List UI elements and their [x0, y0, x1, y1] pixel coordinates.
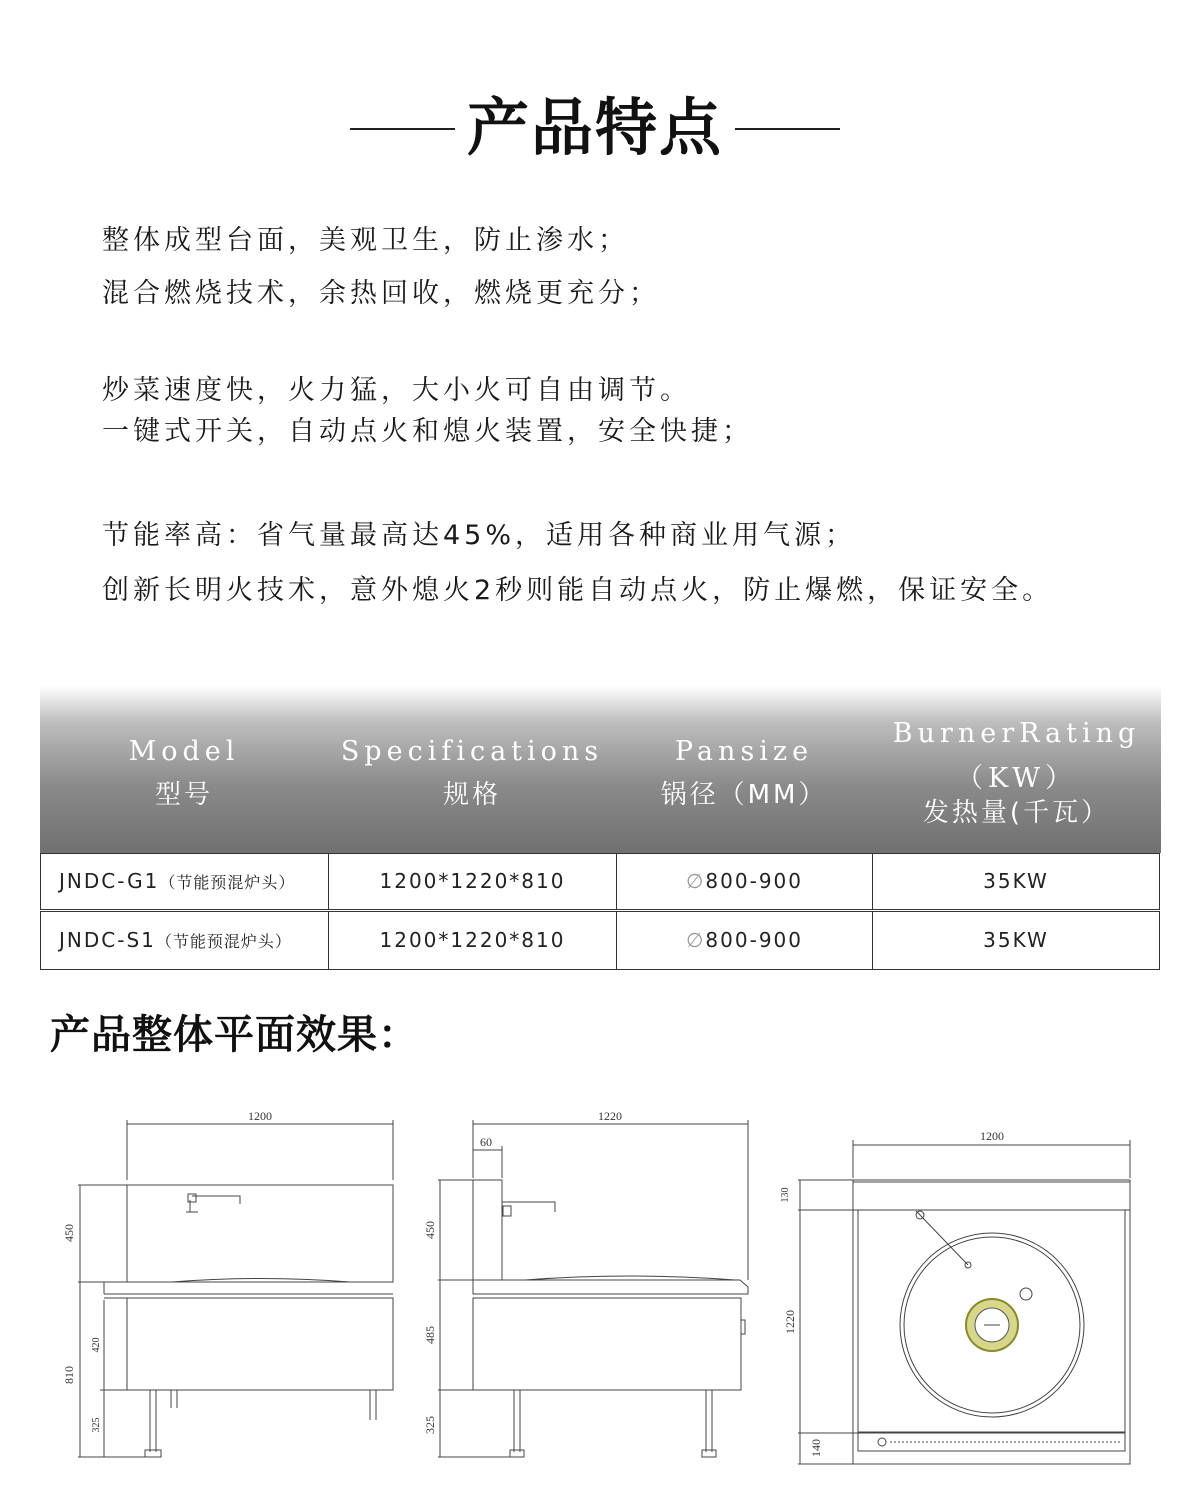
- header-model: [40, 686, 328, 853]
- page-title: 产品特点: [466, 91, 723, 164]
- top-width-label: 1200: [980, 1129, 1004, 1143]
- feature-line-4: 一键式开关，自动点火和熄火装置，安全快捷；: [102, 416, 753, 447]
- front-view-drawing: [78, 1120, 393, 1457]
- heading-divider-right: [735, 128, 840, 130]
- row-model-note: （节能预混炉头）: [159, 873, 296, 892]
- side-mid-label: 485: [423, 1326, 437, 1344]
- feature-heading: [0, 88, 1200, 168]
- front-leg-label: 325: [91, 1417, 102, 1433]
- section-title: 产品整体平面效果：: [50, 1011, 419, 1058]
- feature-line-6: 创新长明火技术，意外熄火2秒则能自动点火，防止爆燃，保证安全。: [102, 575, 1054, 606]
- row-model-note: （节能预混炉头）: [155, 932, 292, 951]
- front-width-label: 1200: [248, 1109, 272, 1123]
- side-view-drawing: [438, 1120, 748, 1457]
- header-pansize: [616, 686, 872, 853]
- feature-line-3: 炒菜速度快，火力猛，大小火可自由调节。: [102, 375, 691, 406]
- header-spec-en: Specifications: [340, 736, 604, 767]
- side-width-label: 1220: [598, 1109, 622, 1123]
- header-pansize-zh: 锅径（MM）: [660, 780, 828, 810]
- front-lower-label: 810: [62, 1366, 76, 1384]
- header-rating-en: BurnerRating: [892, 718, 1141, 749]
- top-front-label: 140: [809, 1439, 823, 1457]
- side-back-label: 60: [480, 1135, 492, 1149]
- side-upper-label: 450: [423, 1221, 437, 1239]
- row-pansize: [617, 854, 873, 909]
- row-model: [41, 912, 329, 969]
- header-model-en: Model: [128, 736, 240, 767]
- header-spec-zh: 规格: [442, 780, 501, 810]
- header-rating: [872, 686, 1161, 853]
- row-rating: 35KW: [983, 869, 1049, 893]
- header-pansize-en: Pansize: [674, 736, 814, 767]
- spec-table-header: [40, 686, 1161, 853]
- heading-divider-left: [350, 128, 455, 130]
- row-rating: 35KW: [983, 928, 1049, 952]
- row-pansize-value: 800-900: [705, 928, 803, 952]
- feature-line-2: 混合燃烧技术，余热回收，燃烧更充分；: [102, 278, 660, 309]
- row-pansize: [617, 912, 873, 969]
- row-spec: 1200*1220*810: [329, 912, 617, 969]
- header-rating-zh: 发热量(千瓦）: [922, 798, 1111, 828]
- table-row: [40, 911, 1160, 970]
- diameter-icon: ∅: [686, 869, 706, 893]
- technical-drawings: [0, 1090, 1200, 1490]
- row-pansize-value: 800-900: [705, 869, 803, 893]
- row-model: [41, 854, 329, 909]
- front-upper-label: 450: [62, 1224, 76, 1242]
- feature-line-1: 整体成型台面，美观卫生，防止渗水；: [102, 225, 629, 256]
- top-back-label: 130: [780, 1187, 791, 1203]
- header-rating-unit: （KW）: [956, 763, 1077, 794]
- row-spec: 1200*1220*810: [329, 854, 617, 909]
- side-leg-label: 325: [423, 1416, 437, 1434]
- front-mid-label: 420: [91, 1337, 102, 1353]
- top-depth-label: 1220: [783, 1310, 797, 1334]
- header-model-zh: 型号: [154, 780, 213, 810]
- header-spec: [328, 686, 616, 853]
- top-view-drawing: [798, 1140, 1130, 1464]
- row-model-code: JNDC-G1: [59, 869, 160, 893]
- diameter-icon: ∅: [686, 928, 706, 952]
- feature-line-5: 节能率高：省气量最高达45%，适用各种商业用气源；: [102, 520, 857, 551]
- table-row: [40, 853, 1160, 910]
- row-model-code: JNDC-S1: [59, 928, 156, 952]
